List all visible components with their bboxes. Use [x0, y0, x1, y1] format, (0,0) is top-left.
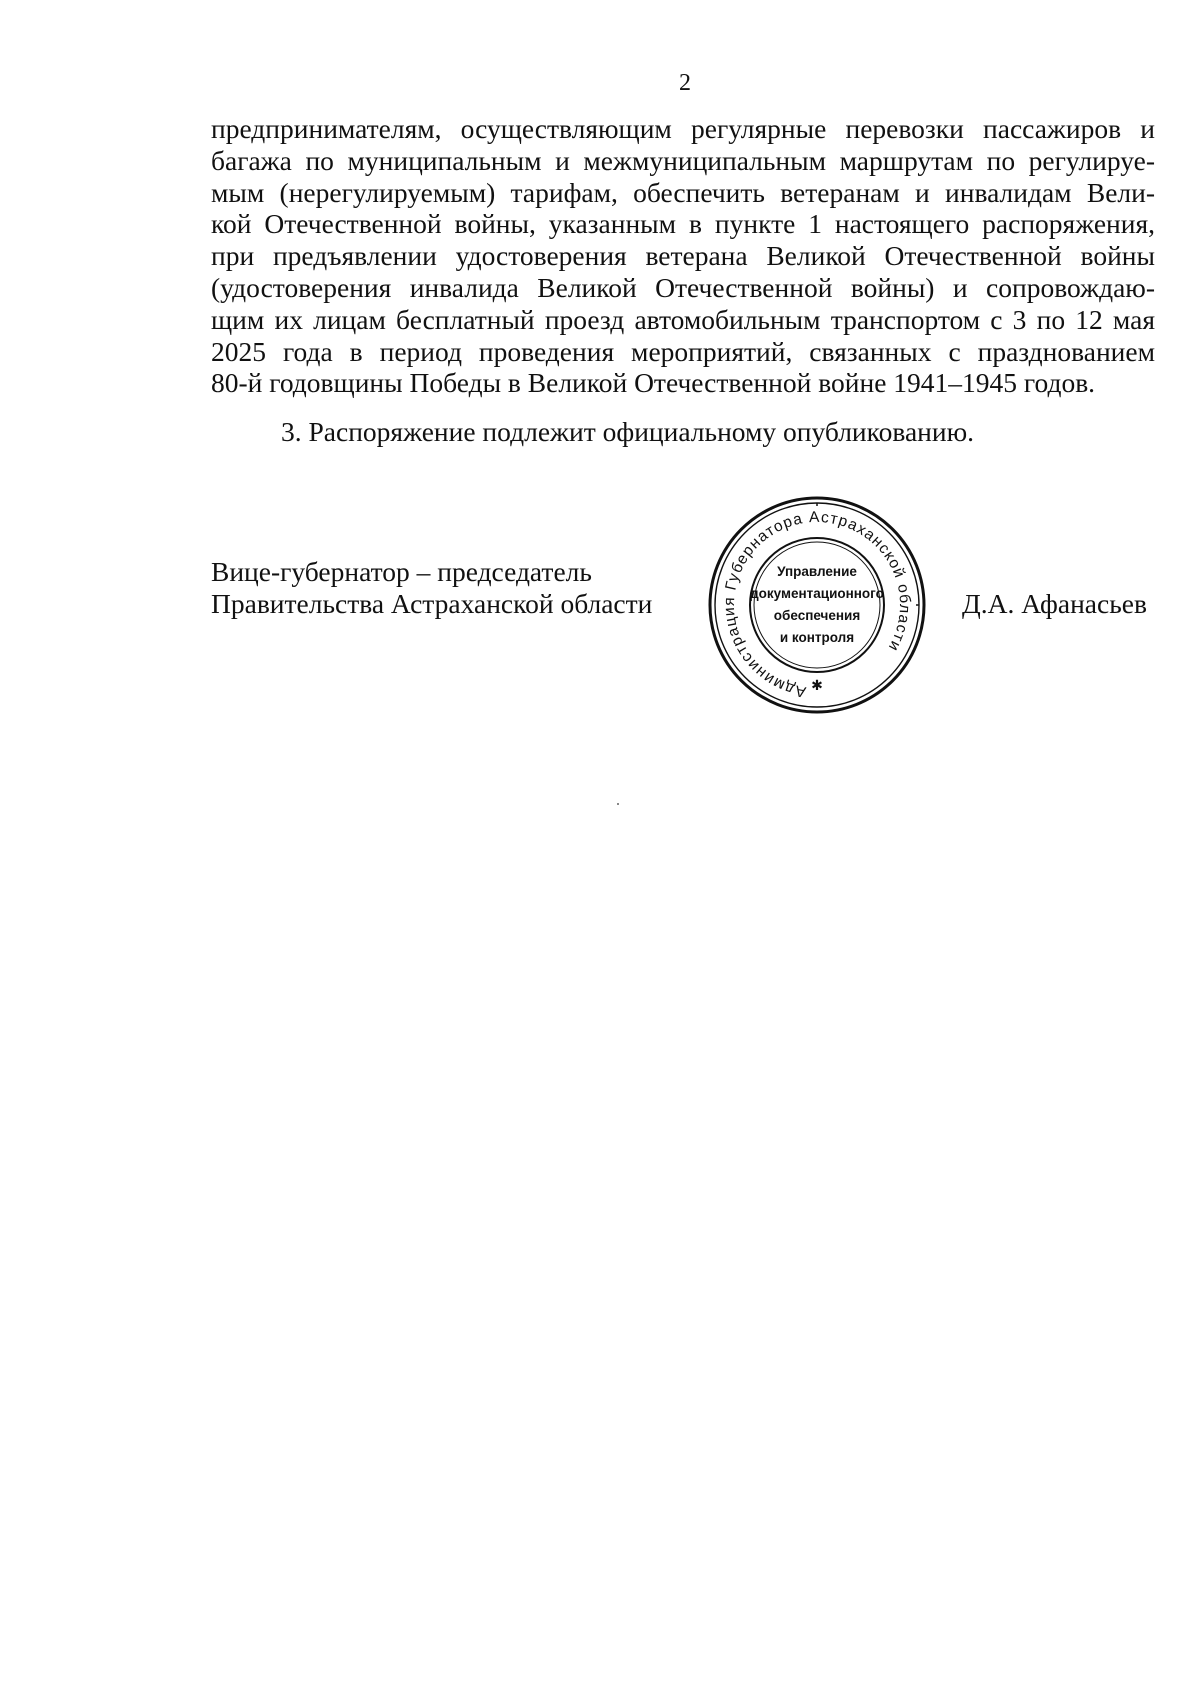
signatory-title-line: Правительства Астраханской области — [211, 588, 653, 619]
paragraph-line: багажа по муниципальным и межмуниципальным маршрутам по регулируе- — [211, 144, 1155, 176]
paragraph-line: 80-й годовщины Победы в Великой Отечественной войне 1941–1945 годов. — [211, 367, 1096, 399]
paragraph-line: (удостоверения инвалида Великой Отечественной войны) и сопровождаю- — [211, 271, 1155, 303]
page-number: 2 — [679, 70, 691, 96]
paragraph-2 — [211, 113, 1155, 399]
paragraph-line: мым (нерегулируемым) тарифам, обеспечить ветеранам и инвалидам Вели- — [211, 176, 1155, 208]
seal-center-line: Управление — [777, 564, 857, 579]
paragraph-line: щим их лицам бесплатный проезд автомобильным транспортом с 3 по 12 мая — [211, 303, 1155, 335]
paragraph-3: 3. Распоряжение подлежит официальному опубликованию. — [281, 416, 975, 447]
signatory-title-line: Вице-губернатор – председатель — [211, 556, 592, 587]
seal-center-line: и контроля — [779, 630, 855, 645]
seal-stamp-icon — [706, 494, 928, 716]
scan-speck — [617, 803, 619, 805]
paragraph-line: 2025 года в период проведения мероприятий, связанных с празднованием — [211, 335, 1155, 367]
paragraph-line: кой Отечественной войны, указанным в пункте 1 настоящего распоряжения, — [211, 208, 1155, 240]
seal-center-line: обеспечения — [773, 608, 861, 623]
seal-star-icon: ✱ — [811, 677, 823, 693]
signer-name: Д.А. Афанасьев — [962, 588, 1147, 619]
seal-ring-text: Администрация Губернатора Астраханской области — [720, 508, 914, 701]
seal-center-line: документационного — [750, 586, 884, 601]
official-seal — [706, 494, 928, 716]
paragraph-line: предпринимателям, осуществляющим регулярные перевозки пассажиров и — [211, 113, 1155, 144]
signatory-title — [211, 556, 652, 620]
paragraph-line: при предъявлении удостоверения ветерана Великой Отечественной войны — [211, 240, 1155, 272]
